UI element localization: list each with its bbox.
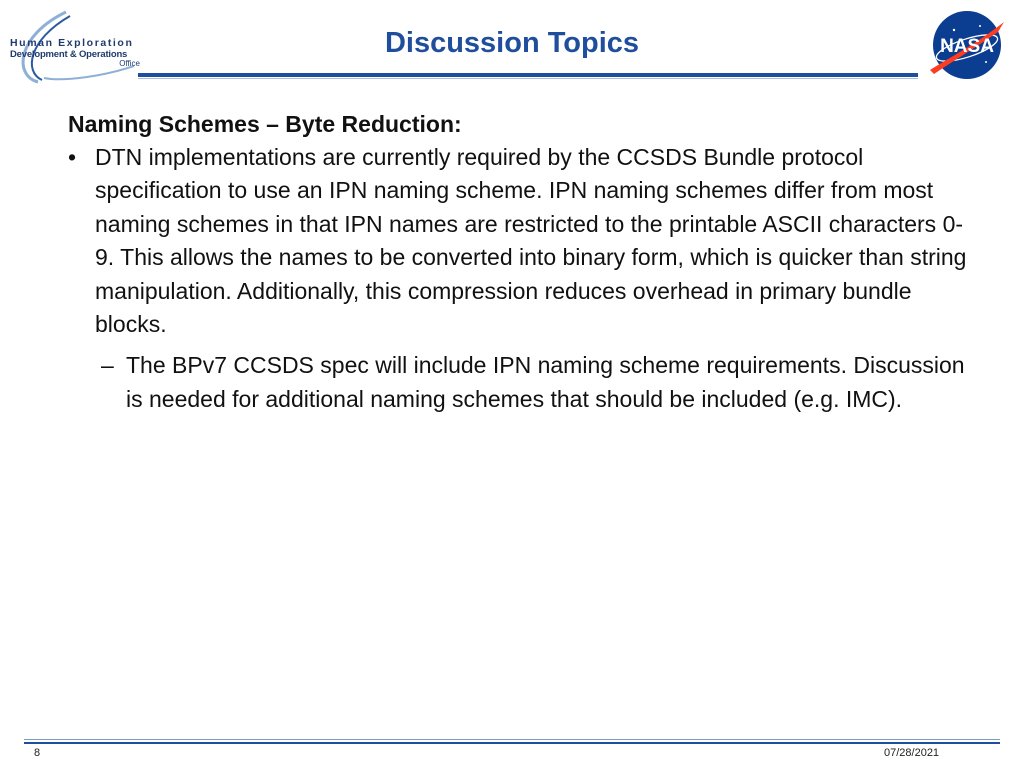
bullet-item <box>68 141 978 341</box>
nasa-logo-text: NASA <box>940 36 994 57</box>
logo-line-3: Office <box>119 59 140 68</box>
sub-bullet-item <box>68 349 978 416</box>
footer-divider <box>24 742 1000 744</box>
footer-date: 07/28/2021 <box>884 747 940 759</box>
title-divider-thin <box>138 78 918 79</box>
page-number: 8 <box>34 747 41 759</box>
slide-title: Discussion Topics <box>384 27 640 59</box>
bullet-text: DTN implementations are currently required by the CCSDS Bundle protocol specification to use an IPN naming scheme. IPN naming schemes differ from most naming schemes in that IPN names are restricted to the printable ASCII characters 0-9. This allows the names to be converted into binary form, which is quicker than string manipulation. Additionally, this compression reduces overhead in primary bundle blocks. <box>95 144 967 338</box>
logo-line-1: Human Exploration <box>10 37 134 49</box>
title-divider <box>138 73 918 77</box>
nasa-logo <box>928 8 1006 82</box>
sub-bullet-text: The BPv7 CCSDS spec will include IPN naming scheme requirements. Discussion is needed for additional naming schemes that should be included (e.g. IMC). <box>126 352 965 412</box>
sub-bullet-marker: – <box>101 352 114 379</box>
footer-divider-thin <box>24 739 1000 740</box>
slide-body <box>68 108 978 416</box>
logo-line-2: Development & Operations <box>10 48 128 60</box>
bullet-marker: • <box>68 144 77 170</box>
section-heading: Naming Schemes – Byte Reduction: <box>68 111 462 137</box>
